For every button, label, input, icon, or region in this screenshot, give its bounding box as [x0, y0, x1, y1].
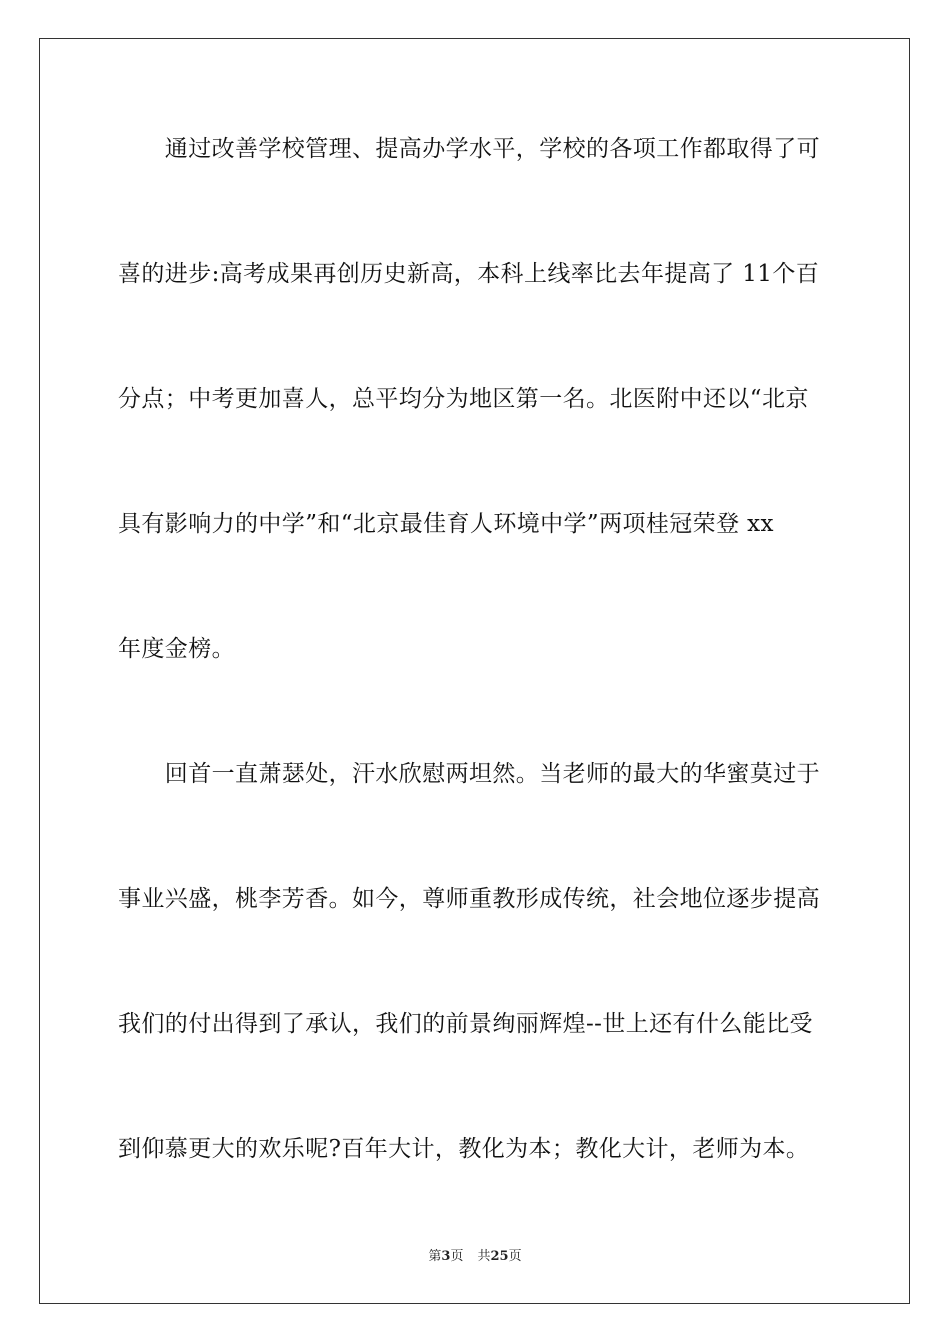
paragraph-line: 具有影响力的中学”和“北京最佳育人环境中学”两项桂冠荣登 xx [118, 511, 774, 537]
footer-page-number: 3 [441, 1249, 451, 1264]
page-footer [0, 1248, 950, 1266]
paragraph-line: 我们的付出得到了承认，我们的前景绚丽辉煌--世上还有什么能比受 [118, 1011, 813, 1037]
paragraph-line: 分点；中考更加喜人，总平均分为地区第一名。北医附中还以“北京 [118, 386, 809, 412]
page-border [39, 38, 910, 1304]
footer-page-suffix: 页 [450, 1249, 464, 1264]
paragraph-line: 事业兴盛，桃李芳香。如今，尊师重教形成传统，社会地位逐步提高 [118, 886, 820, 912]
footer-total-suffix: 页 [508, 1249, 522, 1264]
paragraph-line: 喜的进步:高考成果再创历史新高，本科上线率比去年提高了 11个百 [118, 261, 820, 287]
paragraph-line: 年度金榜。 [118, 636, 235, 662]
paragraph-line: 到仰慕更大的欢乐呢?百年大计，教化为本；教化大计，老师为本。 [118, 1136, 810, 1162]
paragraph-line: 通过改善学校管理、提高办学水平，学校的各项工作都取得了可 [118, 136, 820, 162]
footer-total-prefix: 共 [477, 1249, 491, 1264]
footer-page-prefix: 第 [428, 1249, 442, 1264]
footer-total-pages: 25 [490, 1249, 509, 1264]
paragraph-line: 回首一直萧瑟处，汗水欣慰两坦然。当老师的最大的华蜜莫过于 [118, 761, 820, 787]
